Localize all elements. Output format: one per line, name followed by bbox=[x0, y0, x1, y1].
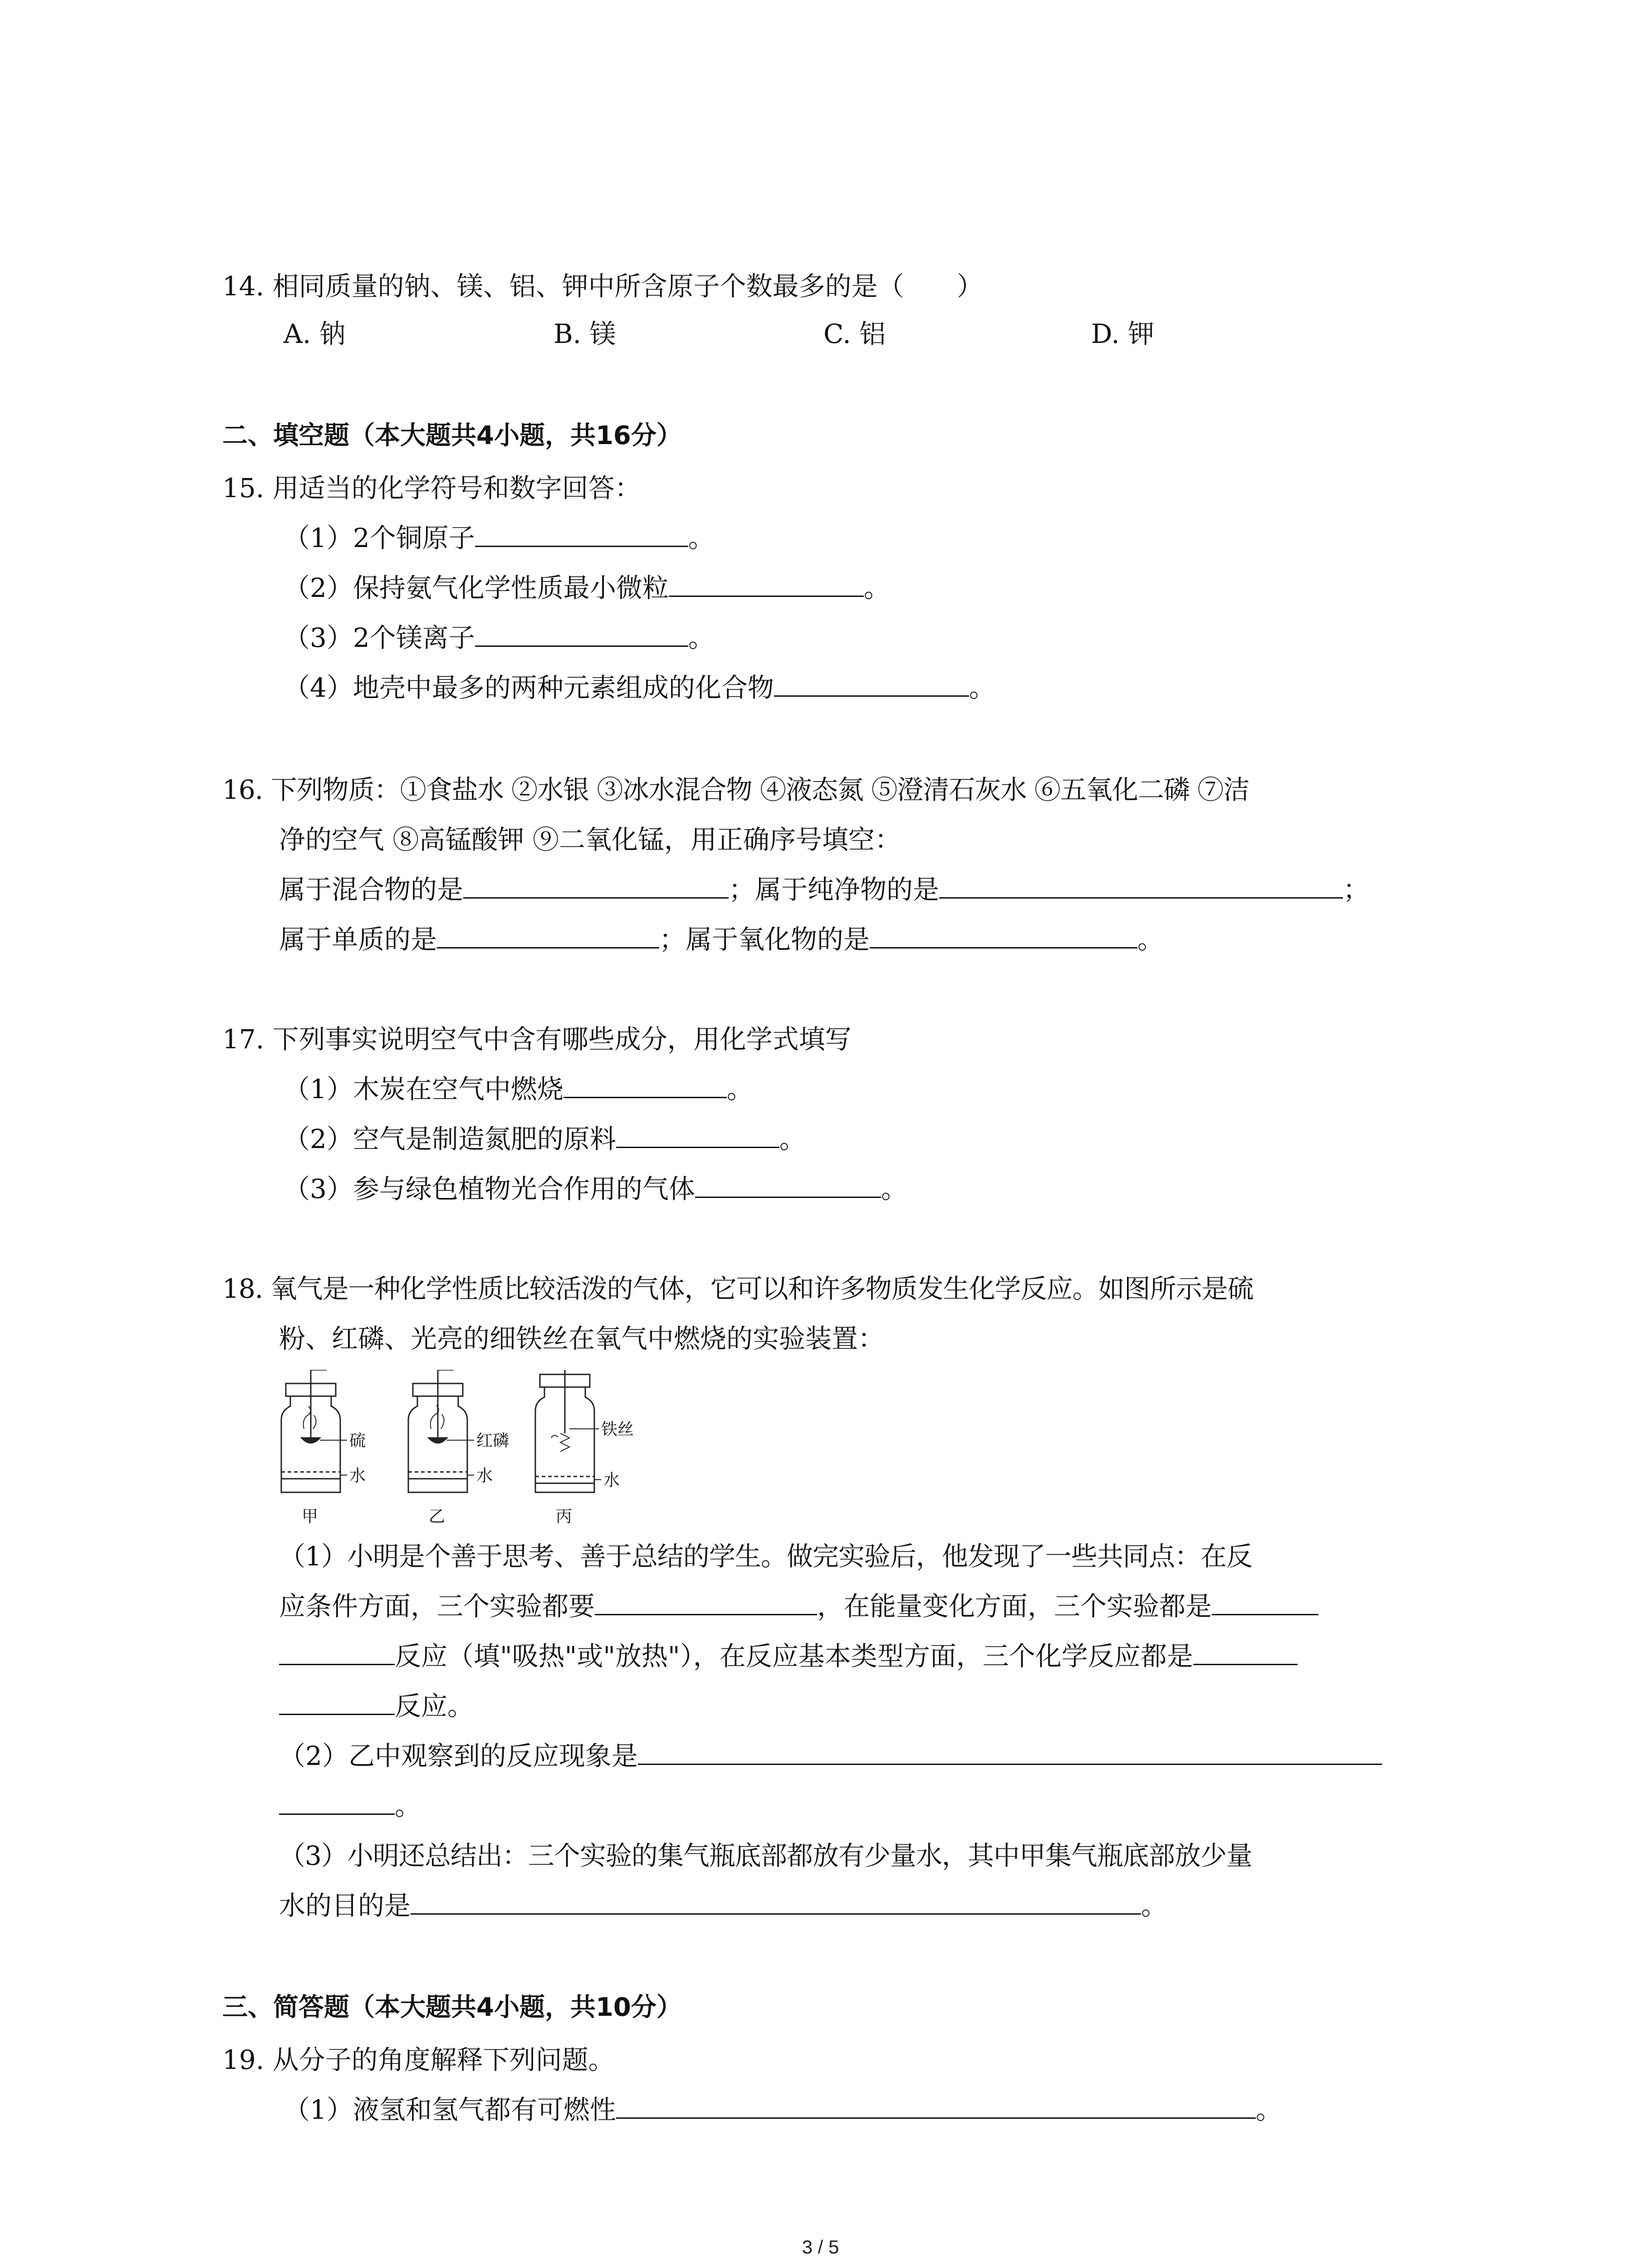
q18-p2-end: 。 bbox=[395, 1790, 421, 1821]
q17-blank-2[interactable] bbox=[616, 1123, 779, 1148]
q18-blank-phenomenon-part1[interactable] bbox=[638, 1740, 1382, 1765]
caption-jia: 甲 bbox=[302, 1507, 318, 1526]
q17-item-2 bbox=[284, 1123, 806, 1155]
q14-option-a: A. 钠 bbox=[284, 318, 346, 349]
q18-p3-label: 水的目的是 bbox=[279, 1890, 411, 1921]
combustion-apparatus-figure bbox=[277, 1370, 671, 1542]
q18-p1-type-label: 反应（填"吸热"或"放热"），在反应基本类型方面，三个化学反应都是 bbox=[395, 1641, 1193, 1672]
q18-blank-condition[interactable] bbox=[595, 1590, 817, 1615]
q18-p2-line-1 bbox=[279, 1740, 1382, 1772]
q16-line-3 bbox=[279, 873, 1369, 906]
q16-oxide-label: ；属于氧化物的是 bbox=[659, 924, 870, 955]
q17-item-3-text: （3）参与绿色植物光合作用的气体 bbox=[284, 1173, 695, 1204]
q18-p1-line-2 bbox=[279, 1590, 1318, 1623]
q17-item-1 bbox=[284, 1073, 753, 1105]
q15-item-3-text: （3）2个镁离子 bbox=[284, 622, 475, 653]
label-red-phosphorus: 红磷 bbox=[476, 1432, 509, 1450]
q14-option-c: C. 铝 bbox=[823, 318, 886, 349]
q15-blank-4[interactable] bbox=[774, 672, 969, 697]
q15-item-2 bbox=[284, 572, 890, 604]
label-water-bing: 水 bbox=[603, 1471, 620, 1490]
q18-blank-energy-part2[interactable] bbox=[279, 1640, 395, 1665]
q15-item-3 bbox=[284, 621, 715, 654]
q16-mixture-label: 属于混合物的是 bbox=[279, 874, 464, 905]
q18-p1-energy-label: ，在能量变化方面，三个实验都是 bbox=[817, 1591, 1212, 1622]
q18-p1-line-4 bbox=[279, 1690, 474, 1722]
q17-blank-1[interactable] bbox=[563, 1073, 727, 1098]
caption-bing: 丙 bbox=[556, 1507, 573, 1526]
q15-item-4-end: 。 bbox=[969, 672, 995, 703]
bottle-bing bbox=[535, 1370, 601, 1492]
q19-item-1-end: 。 bbox=[1255, 2094, 1282, 2125]
q15-blank-3[interactable] bbox=[475, 622, 688, 647]
q15-item-1-text: （1）2个铜原子 bbox=[284, 523, 475, 553]
q16-blank-oxide[interactable] bbox=[870, 924, 1137, 948]
q15-item-2-text: （2）保持氨气化学性质最小微粒 bbox=[284, 572, 669, 603]
q19-item-1 bbox=[284, 2093, 1282, 2126]
q18-p1-line-3 bbox=[279, 1640, 1298, 1672]
q18-line-2: 粉、红磷、光亮的细铁丝在氧气中燃烧的实验装置： bbox=[279, 1323, 885, 1354]
q18-p3-line-2 bbox=[279, 1889, 1167, 1922]
q18-blank-type-part2[interactable] bbox=[279, 1690, 395, 1715]
q16-element-label: 属于单质的是 bbox=[279, 924, 437, 955]
q16-blank-element[interactable] bbox=[437, 924, 659, 948]
section-2-title: 二、填空题（本大题共4小题，共16分） bbox=[222, 421, 682, 450]
q18-line-1: 18. 氧气是一种化学性质比较活泼的气体，它可以和许多物质发生化学反应。如图所示是硫 bbox=[222, 1273, 1254, 1304]
q14-option-b: B. 镁 bbox=[554, 318, 616, 349]
q15-item-1-end: 。 bbox=[688, 523, 715, 553]
q16-line-2: 净的空气 ⑧高锰酸钾 ⑨二氧化锰，用正确序号填空： bbox=[279, 824, 901, 855]
bottle-yi bbox=[408, 1370, 474, 1492]
caption-yi: 乙 bbox=[429, 1507, 446, 1526]
q18-blank-type-part1[interactable] bbox=[1193, 1640, 1298, 1665]
label-water-jia: 水 bbox=[349, 1466, 366, 1485]
q16-blank-mixture[interactable] bbox=[463, 874, 729, 899]
q18-p3-end: 。 bbox=[1141, 1890, 1168, 1921]
q15-item-2-end: 。 bbox=[863, 572, 890, 603]
label-water-yi: 水 bbox=[476, 1466, 493, 1485]
q15-item-3-end: 。 bbox=[688, 622, 715, 653]
q17-item-2-text: （2）空气是制造氮肥的原料 bbox=[284, 1124, 616, 1154]
q15-blank-2[interactable] bbox=[669, 572, 864, 597]
q19-blank-1[interactable] bbox=[616, 2094, 1256, 2119]
q17-item-1-end: 。 bbox=[726, 1074, 753, 1105]
q18-blank-phenomenon-part2[interactable] bbox=[279, 1790, 395, 1815]
section-3-title: 三、简答题（本大题共4小题，共10分） bbox=[222, 1993, 682, 2022]
q16-line-3-end: ； bbox=[1343, 874, 1370, 905]
q19-item-1-text: （1）液氢和氢气都有可燃性 bbox=[284, 2094, 616, 2125]
q16-blank-pure[interactable] bbox=[939, 874, 1343, 899]
q18-p1-end: 反应。 bbox=[395, 1691, 474, 1721]
q17-item-3 bbox=[284, 1173, 907, 1205]
q18-blank-energy-part1[interactable] bbox=[1212, 1590, 1318, 1615]
q17-item-2-end: 。 bbox=[779, 1124, 806, 1154]
q15-item-1 bbox=[284, 522, 715, 554]
label-sulfur: 硫 bbox=[349, 1432, 366, 1450]
q18-p2-line-2 bbox=[279, 1789, 421, 1822]
q16-line-1: 16. 下列物质：①食盐水 ②水银 ③冰水混合物 ④液态氮 ⑤澄清石灰水 ⑥五氧化二磷 ⑦洁 bbox=[222, 774, 1249, 805]
q14-stem: 14. 相同质量的钠、镁、铝、钾中所含原子个数最多的是（ ） bbox=[222, 271, 983, 302]
q17-blank-3[interactable] bbox=[695, 1173, 881, 1198]
q15-item-4 bbox=[284, 671, 995, 704]
q17-stem: 17. 下列事实说明空气中含有哪些成分，用化学式填写 bbox=[222, 1024, 852, 1055]
page-number: 3 / 5 bbox=[802, 2236, 839, 2258]
q17-item-3-end: 。 bbox=[881, 1173, 907, 1204]
bottle-jia bbox=[281, 1370, 347, 1492]
q18-p3-line-1: （3）小明还总结出：三个实验的集气瓶底部都放有少量水，其中甲集气瓶底部放少量 bbox=[279, 1840, 1252, 1871]
q14-option-d: D. 钾 bbox=[1091, 318, 1155, 349]
q16-pure-label: ；属于纯净物的是 bbox=[729, 874, 940, 905]
q18-p2-label: （2）乙中观察到的反应现象是 bbox=[279, 1740, 638, 1771]
q15-item-4-text: （4）地壳中最多的两种元素组成的化合物 bbox=[284, 672, 774, 703]
q19-stem: 19. 从分子的角度解释下列问题。 bbox=[222, 2044, 615, 2075]
q15-stem: 15. 用适当的化学符号和数字回答： bbox=[222, 473, 641, 503]
q15-blank-1[interactable] bbox=[475, 522, 688, 547]
q17-item-1-text: （1）木炭在空气中燃烧 bbox=[284, 1074, 563, 1105]
q18-blank-purpose[interactable] bbox=[411, 1890, 1141, 1915]
label-iron-wire: 铁丝 bbox=[601, 1420, 634, 1439]
q16-line-4-end: 。 bbox=[1137, 924, 1164, 955]
q18-p1-line-1: （1）小明是个善于思考、善于总结的学生。做完实验后，他发现了一些共同点：在反 bbox=[279, 1541, 1252, 1572]
q18-p1-condition-label: 应条件方面，三个实验都要 bbox=[279, 1591, 595, 1622]
q16-line-4 bbox=[279, 923, 1164, 956]
